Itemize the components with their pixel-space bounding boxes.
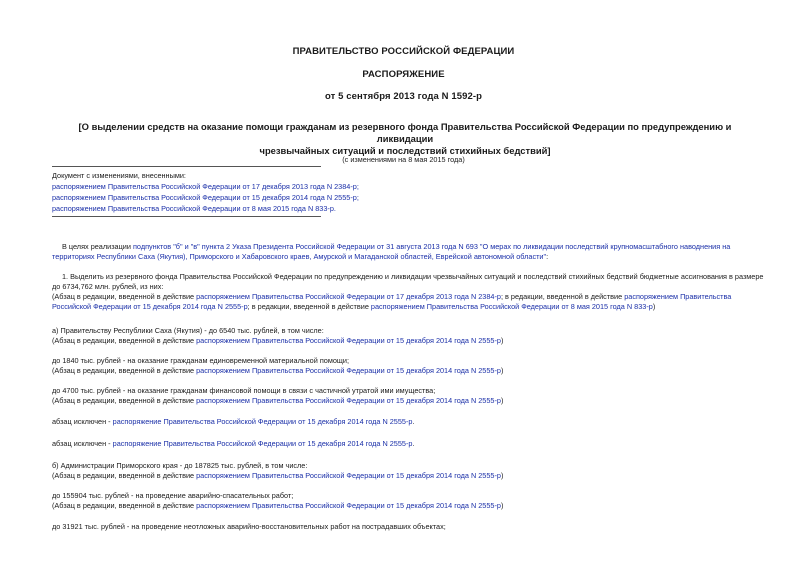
paragraph-1-text bbox=[52, 272, 764, 292]
note-prefix: (Абзац в редакции, введенной в действие bbox=[52, 336, 197, 345]
item-a2-text: до 4700 тыс. рублей - на оказание гражданам финансовой помощи в связи с частичной утратой ими имущества; bbox=[52, 386, 436, 395]
item-a-text: а) Правительству Республики Саха (Якутия) - до 6540 тыс. рублей, в том числе: bbox=[52, 326, 324, 335]
preamble-end: : bbox=[546, 252, 549, 261]
note-link-833[interactable]: распоряжением Правительства Российской Федерации от 8 мая 2015 года N 833-р bbox=[370, 302, 653, 311]
note-link-2555[interactable]: распоряжением Правительства Российской Федерации от 15 декабря 2014 года N 2555-р bbox=[196, 396, 501, 405]
note-prefix: (Абзац в редакции, введенной в действие bbox=[52, 471, 197, 480]
title-line-2: чрезвычайных ситуаций и последствий стихийных бедствий] bbox=[259, 145, 551, 156]
item-a1-text: до 1840 тыс. рублей - на оказание гражданам единовременной материальной помощи; bbox=[52, 356, 350, 365]
paragraph-1-note bbox=[52, 292, 764, 312]
note-mid: ; в редакции, введенной в действие bbox=[500, 292, 625, 301]
note-end: ) bbox=[500, 501, 504, 510]
note-prefix: (Абзац в редакции, введенной в действие bbox=[52, 366, 197, 375]
item-b2-text: до 31921 тыс. рублей - на проведение неотложных аварийно-восстановительных работ на пострадавших объектах; bbox=[52, 522, 446, 531]
note-link-2384[interactable]: распоряжением Правительства Российской Федерации от 17 декабря 2013 года N 2384-р bbox=[196, 292, 501, 301]
item-a-note bbox=[52, 336, 764, 346]
amendments-intro: Документ с изменениями, внесенными: bbox=[52, 171, 186, 180]
note-prefix: (Абзац в редакции, введенной в действие bbox=[52, 292, 197, 301]
item-b2 bbox=[52, 522, 764, 532]
decree-link[interactable]: подпунктов "б" и "в" пункта 2 Указа Президента Российской Федерации от 31 августа 2013 года N 693 "О мерах по ликвидации последствий крупномасштабного наводнения на территориях Республики Саха (Якутия), Приморского и Хабаровского краев, Амурской и Магаданской областей, Еврейской автономной области" bbox=[52, 242, 731, 261]
item-b-text: б) Администрации Приморского края - до 187825 тыс. рублей, в том числе: bbox=[52, 461, 308, 470]
excluded-end: . bbox=[412, 439, 415, 448]
note-prefix: (Абзац в редакции, введенной в действие bbox=[52, 501, 197, 510]
amendment-link-3[interactable]: распоряжением Правительства Российской Федерации от 8 мая 2015 года N 833-р. bbox=[52, 204, 336, 213]
government-heading: ПРАВИТЕЛЬСТВО РОССИЙСКОЙ ФЕДЕРАЦИИ bbox=[292, 46, 515, 57]
item-b-note bbox=[52, 471, 764, 481]
excluded-link[interactable]: распоряжение Правительства Российской Федерации от 15 декабря 2014 года N 2555-р bbox=[112, 417, 413, 426]
note-prefix: (Абзац в редакции, введенной в действие bbox=[52, 396, 197, 405]
preamble-text: В целях реализации bbox=[62, 242, 133, 251]
note-end: ) bbox=[500, 471, 504, 480]
document-type-heading: РАСПОРЯЖЕНИЕ bbox=[362, 69, 445, 80]
note-link-2555[interactable]: распоряжением Правительства Российской Федерации от 15 декабря 2014 года N 2555-р bbox=[52, 292, 732, 311]
item-a2 bbox=[52, 386, 764, 406]
item-b bbox=[52, 461, 764, 481]
item-b1-text: до 155904 тыс. рублей - на проведение аварийно-спасательных работ; bbox=[52, 491, 294, 500]
item-a1 bbox=[52, 356, 764, 376]
excluded-text: абзац исключен - bbox=[52, 439, 113, 448]
note-end: ) bbox=[500, 336, 504, 345]
excluded-paragraph-1 bbox=[52, 417, 764, 427]
note-link-2555[interactable]: распоряжением Правительства Российской Федерации от 15 декабря 2014 года N 2555-р bbox=[196, 336, 501, 345]
note-end: ) bbox=[500, 366, 504, 375]
item-b1-note bbox=[52, 501, 764, 511]
note-end: ) bbox=[652, 302, 656, 311]
excluded-paragraph-2 bbox=[52, 439, 764, 449]
divider-bottom bbox=[52, 216, 321, 217]
date-number-heading: от 5 сентября 2013 года N 1592-р bbox=[324, 91, 483, 102]
edition-note: (с изменениями на 8 мая 2015 года) bbox=[342, 155, 465, 164]
item-b1 bbox=[52, 491, 764, 511]
note-link-2555[interactable]: распоряжением Правительства Российской Федерации от 15 декабря 2014 года N 2555-р bbox=[196, 366, 501, 375]
document-title bbox=[60, 121, 750, 157]
excluded-text: абзац исключен - bbox=[52, 417, 113, 426]
item-a bbox=[52, 326, 764, 346]
title-line-1: [О выделении средств на оказание помощи гражданам из резервного фонда Правительства Российской Федерации по предупреждению и ликвидации bbox=[78, 121, 732, 144]
amendment-link-1[interactable]: распоряжением Правительства Российской Федерации от 17 декабря 2013 года N 2384-р; bbox=[52, 182, 359, 191]
note-end: ) bbox=[500, 396, 504, 405]
item-a1-note bbox=[52, 366, 764, 376]
excluded-end: . bbox=[412, 417, 415, 426]
excluded-link[interactable]: распоряжение Правительства Российской Федерации от 15 декабря 2014 года N 2555-р bbox=[112, 439, 413, 448]
item-a2-note bbox=[52, 396, 764, 406]
amendment-link-2[interactable]: распоряжением Правительства Российской Федерации от 15 декабря 2014 года N 2555-р; bbox=[52, 193, 359, 202]
divider-top bbox=[52, 166, 321, 167]
paragraph-1 bbox=[52, 272, 764, 312]
note-link-2555[interactable]: распоряжением Правительства Российской Федерации от 15 декабря 2014 года N 2555-р bbox=[196, 471, 501, 480]
paragraph-1-body: 1. Выделить из резервного фонда Правительства Российской Федерации по предупреждению и ликвидации чрезвычайных ситуаций и последствий стихийных бедствий бюджетные ассигнования в размере до 6734,762 млн. рублей, из них: bbox=[52, 272, 764, 291]
note-mid-2: ; в редакции, введенной в действие bbox=[247, 302, 371, 311]
note-link-2555[interactable]: распоряжением Правительства Российской Федерации от 15 декабря 2014 года N 2555-р bbox=[196, 501, 501, 510]
preamble-paragraph bbox=[52, 242, 764, 262]
